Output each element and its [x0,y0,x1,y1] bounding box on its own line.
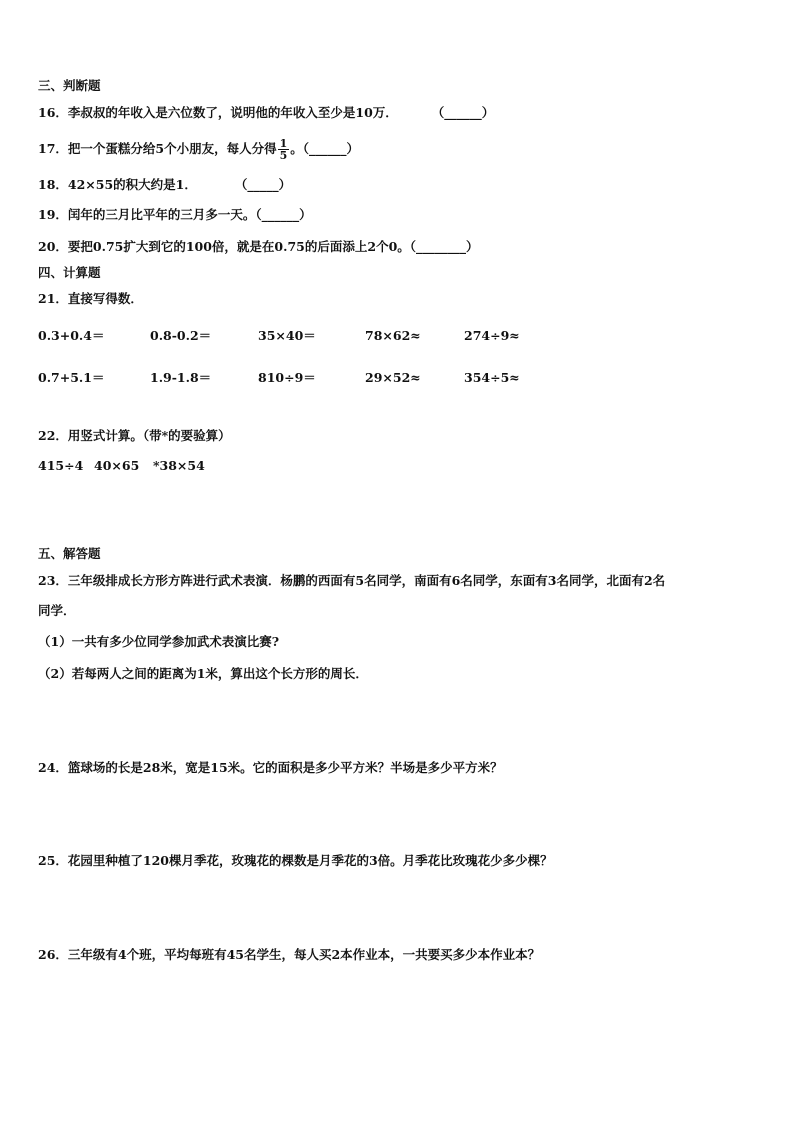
calc-item: 0.7+5.1＝ [38,370,105,385]
fraction-denominator: 5 [279,149,288,162]
question-18 [38,176,291,194]
calc-item: 35×40＝ [258,328,316,343]
section-calc-title: 四、计算题 [38,265,101,280]
fraction-one-fifth [278,138,290,161]
calc-item: 0.8-0.2＝ [150,328,212,343]
question-17-tail: 。（______） [290,141,360,156]
calc-item: 1.9-1.8＝ [150,370,212,385]
calc-item: 78×62≈ [365,328,421,343]
question-18-text: 18．42×55的积大约是1． [38,177,197,192]
question-23-line-1: 23．三年级排成长方形方阵进行武术表演．杨鹏的西面有5名同学，南面有6名同学，东面有3名同学，北面有2名 [38,573,666,588]
question-19: 19．闰年的三月比平年的三月多一天。（______） [38,207,312,222]
question-26: 26．三年级有4个班，平均每班有45名学生，每人买2本作业本，一共要买多少本作业本？ [38,947,541,962]
calc-item: 0.3+0.4＝ [38,328,105,343]
calc-item: 274÷9≈ [464,328,520,343]
question-23-sub-1: （1）一共有多少位同学参加武术表演比赛? [38,634,280,649]
vertical-calc-item: 415÷4 [38,458,84,473]
question-18-blank: （_____） [234,177,292,192]
vertical-calc-item: *38×54 [153,458,205,473]
question-16 [38,104,494,122]
question-22-title: 22．用竖式计算。（带*的要验算） [38,428,231,443]
vertical-calc-item: 40×65 [94,458,140,473]
calc-item: 810÷9＝ [258,370,316,385]
section-judge-title: 三、判断题 [38,78,101,93]
question-17 [38,138,359,161]
question-20: 20．要把0.75扩大到它的100倍，就是在0.75的后面添上2个0。（________） [38,239,479,254]
question-24: 24．篮球场的长是28米，宽是15米。它的面积是多少平方米？半场是多少平方米？ [38,760,503,775]
question-25: 25．花园里种植了120棵月季花，玫瑰花的棵数是月季花的3倍。月季花比玫瑰花少多少棵？ [38,853,553,868]
question-21-title: 21．直接写得数． [38,291,143,306]
question-16-blank: （______） [431,105,495,120]
calc-item: 354÷5≈ [464,370,520,385]
question-23-sub-2: （2）若每两人之间的距离为1米，算出这个长方形的周长． [38,666,368,681]
question-16-text: 16．李叔叔的年收入是六位数了，说明他的年收入至少是10万． [38,105,398,120]
question-17-text: 17．把一个蛋糕分给5个小朋友，每人分得 [38,141,277,156]
section-solve-title: 五、解答题 [38,546,101,561]
fraction-numerator: 1 [279,137,288,150]
calc-item: 29×52≈ [365,370,421,385]
question-23-line-2: 同学． [38,603,76,618]
